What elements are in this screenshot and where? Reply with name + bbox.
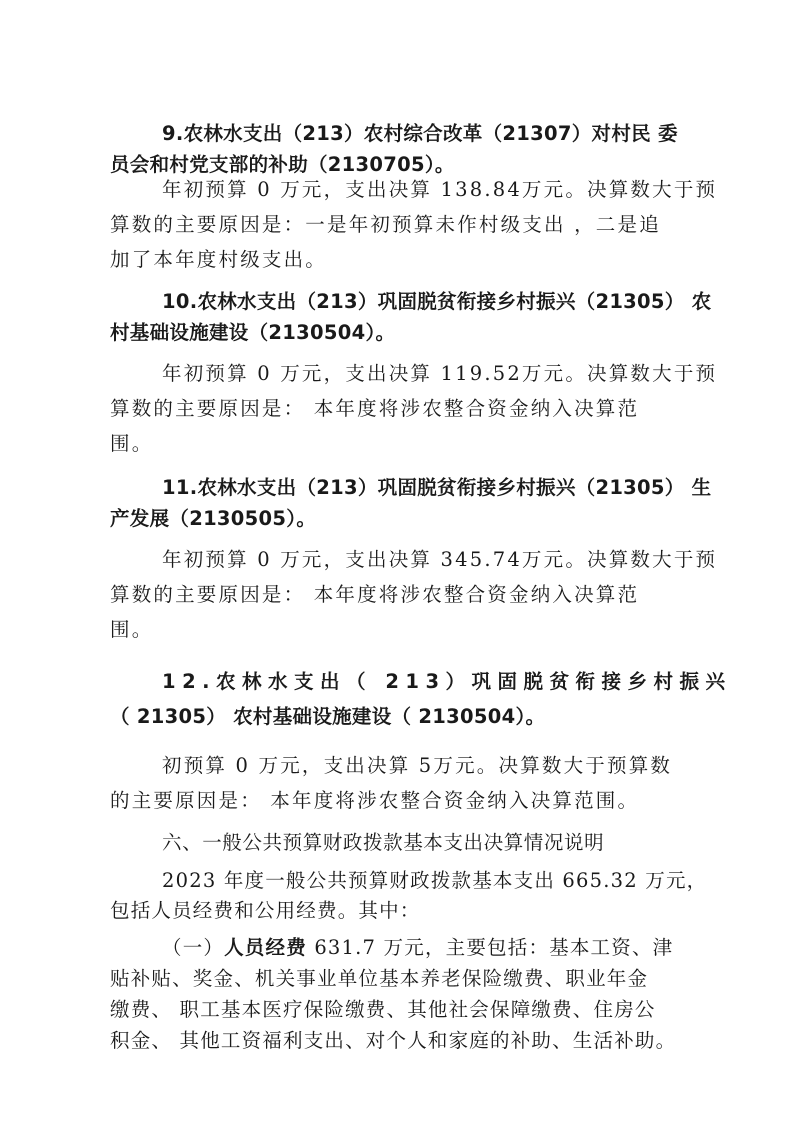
heading-line: 11.农林水支出（213）巩固脱贫衔接乡村振兴（21305） 生: [162, 476, 712, 499]
body-line: 年初预算 0 万元，支出决算 345.74万元。决算数大于预: [162, 548, 718, 571]
body-line: 的主要原因是： 本年度将涉农整合资金纳入决算范围。: [110, 789, 640, 812]
section-6-paragraph: [110, 866, 708, 926]
heading-line: 12.农林水支出（ 213）巩固脱贫衔接乡村振兴: [162, 670, 732, 693]
body-line: 初预算 0 万元，支出决算 5万元。决算数大于预算数: [162, 754, 673, 777]
item-9-body: [110, 172, 718, 277]
body-line: 2023 年度一般公共预算财政拨款基本支出 665.32 万元，: [162, 869, 708, 892]
heading-line: 员会和村党支部的补助（2130705）。: [110, 153, 455, 176]
body-line: 算数的主要原因是： 本年度将涉农整合资金纳入决算范: [110, 583, 640, 606]
body-line: 加了本年度村级支出。: [110, 248, 328, 271]
body-line: 围。: [110, 432, 154, 455]
body-line: 贴补贴、奖金、机关事业单位基本养老保险缴费、职业年金: [110, 967, 649, 990]
body-line: 缴费、 职工基本医疗保险缴费、其他社会保障缴费、住房公: [110, 998, 656, 1021]
section-6-title: 六、一般公共预算财政拨款基本支出决算情况说明: [162, 831, 605, 854]
item-12-heading: [110, 664, 732, 734]
sub-prefix: （一）: [162, 936, 225, 959]
heading-line: 9.农林水支出（213）农村综合改革（21307）对村民 委: [162, 122, 678, 145]
heading-line: 村基础设施建设（2130504）。: [110, 321, 396, 344]
body-line: 算数的主要原因是：一是年初预算未作村级支出 ，二是追: [110, 213, 661, 236]
body-line: 年初预算 0 万元，支出决算 138.84万元。决算数大于预: [162, 178, 718, 201]
body-line: 年初预算 0 万元，支出决算 119.52万元。决算数大于预: [162, 362, 718, 385]
body-line: 围。: [110, 618, 154, 641]
heading-line: （ 21305） 农村基础设施建设（ 2130504）。: [110, 705, 546, 728]
personnel-expenses-label: 人员经费: [224, 936, 307, 959]
item-12-body: [110, 748, 690, 818]
item-10-body: [110, 356, 718, 461]
item-11-heading: [110, 472, 712, 534]
body-line: 积金、 其他工资福利支出、对个人和家庭的补助、生活补助。: [110, 1029, 677, 1052]
section-6-personnel-expenses: [110, 932, 690, 1056]
personnel-expenses-amount: 631.7 万元，主要包括：基本工资、津: [306, 936, 674, 959]
heading-line: 10.农林水支出（213）巩固脱贫衔接乡村振兴（21305） 农: [162, 290, 712, 313]
item-10-heading: [110, 286, 712, 348]
item-11-body: [110, 542, 718, 647]
body-line: 算数的主要原因是： 本年度将涉农整合资金纳入决算范: [110, 397, 640, 420]
heading-line: 产发展（2130505）。: [110, 507, 317, 530]
item-9-heading: [110, 118, 690, 180]
body-line: [110, 932, 690, 963]
body-line: 包括人员经费和公用经费。其中：: [110, 899, 421, 922]
